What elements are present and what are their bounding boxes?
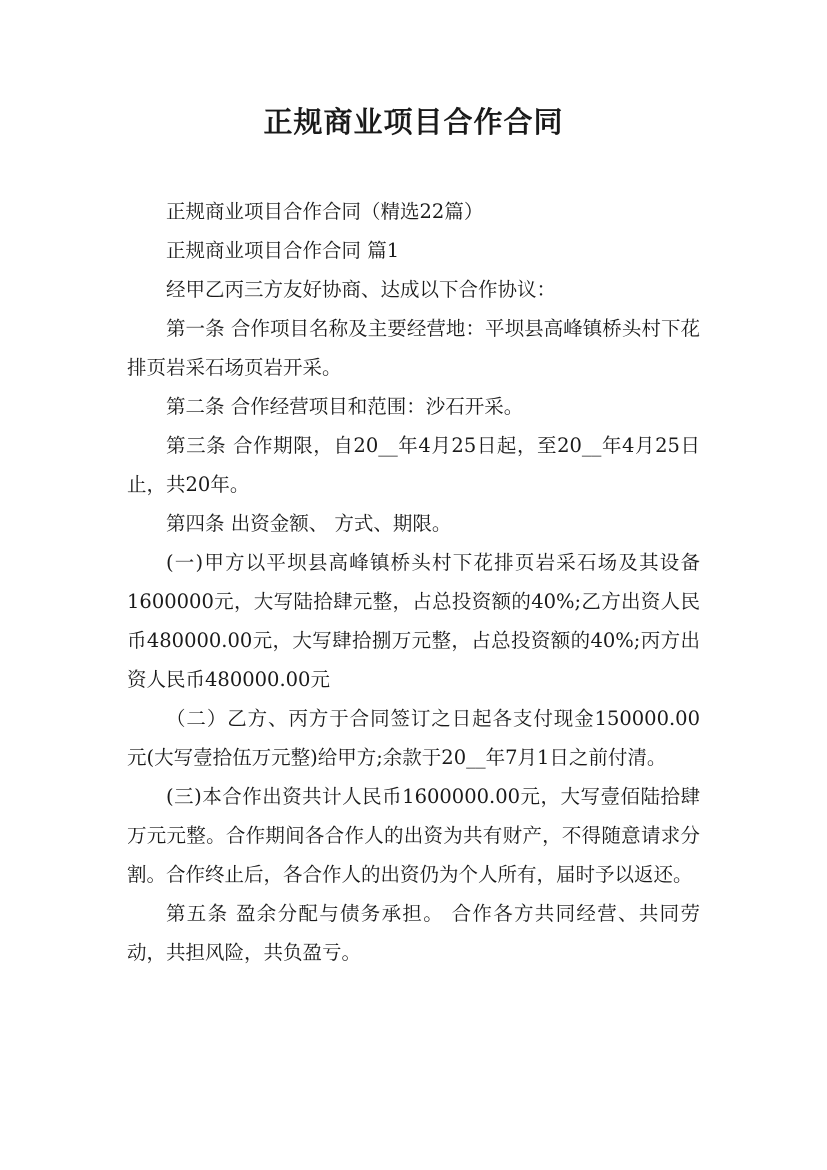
document-body [127, 192, 700, 972]
paragraph-collection-title: 正规商业项目合作合同（精选22篇） [166, 200, 484, 223]
paragraph-article-4-item-3: (三)本合作出资共计人民币1600000.00元，大写壹佰陆拾肆万元元整。合作期间各合作人的出资为共有财产，不得随意请求分割。合作终止后，各合作人的出资仍为个人所有，届时予以返还。 [127, 785, 700, 886]
paragraph-intro: 经甲乙丙三方友好协商、达成以下合作协议： [166, 278, 557, 301]
paragraph-article-5: 第五条 盈余分配与债务承担。 合作各方共同经营、共同劳动，共担风险，共负盈亏。 [127, 902, 700, 964]
paragraph-contract-heading: 正规商业项目合作合同 篇1 [166, 239, 400, 262]
document-title: 正规商业项目合作合同 [263, 105, 564, 139]
paragraph-article-4-item-1: (一)甲方以平坝县高峰镇桥头村下花排页岩采石场及其设备1600000元，大写陆拾肆元整，占总投资额的40%;乙方出资人民币480000.00元，大写肆拾捌万元整，占总投资额的40%;丙方出资人民币480000.00元 [127, 551, 700, 691]
paragraph-article-3: 第三条 合作期限，自20__年4月25日起，至20__年4月25日止，共20年。 [127, 434, 700, 496]
paragraph-article-2: 第二条 合作经营项目和范围：沙石开采。 [166, 395, 524, 418]
paragraph-article-1: 第一条 合作项目名称及主要经营地：平坝县高峰镇桥头村下花排页岩采石场页岩开采。 [127, 317, 700, 379]
paragraph-article-4-item-2: （二）乙方、丙方于合同签订之日起各支付现金150000.00元(大写壹拾伍万元整)给甲方;余款于20__年7月1日之前付清。 [127, 707, 700, 769]
paragraph-article-4: 第四条 出资金额、 方式、期限。 [166, 512, 452, 535]
